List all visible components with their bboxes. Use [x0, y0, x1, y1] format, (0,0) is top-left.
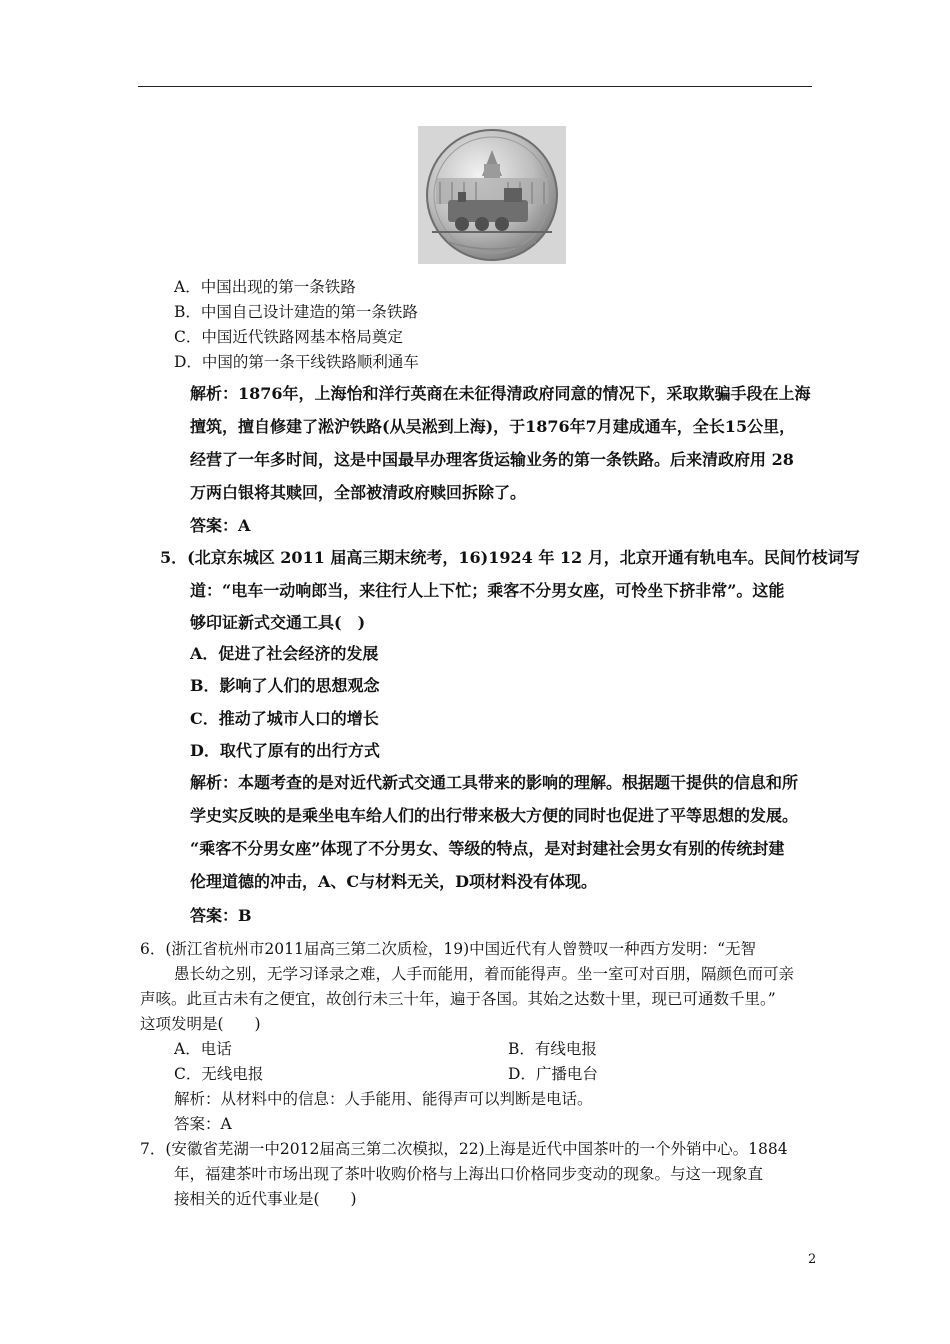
q6-stem-line: 6．(浙江省杭州市2011届高三第二次质检，19)中国近代有人曾赞叹一种西方发明：“无智: [140, 940, 757, 958]
q6-stem-line: 声咳。此亘古未有之便宜，故创行未三十年，遍于各国。其始之达数十里，现已可通数千里。”: [140, 990, 776, 1008]
q5-option-a: A．促进了社会经济的发展: [190, 644, 379, 663]
railway-medal-image: [418, 126, 566, 264]
q6-stem-line: 愚长幼之别，无学习译录之难，人手而能用，着而能得声。坐一室可对百朋，隔颜色而可亲: [174, 965, 795, 983]
q5-analysis-line: 伦理道德的冲击，A、C与材料无关，D项材料没有体现。: [190, 872, 598, 891]
q5-answer: 答案：B: [190, 906, 252, 925]
q6-option-b: B．有线电报: [508, 1040, 597, 1058]
q5-option-b: B．影响了人们的思想观念: [190, 676, 380, 695]
q7-stem-line: 7．(安徽省芜湖一中2012届高三第二次模拟，22)上海是近代中国茶叶的一个外销中心。1884: [140, 1140, 788, 1158]
q4-option-b: B．中国自己设计建造的第一条铁路: [174, 303, 418, 321]
q6-option-c: C．无线电报: [174, 1065, 264, 1083]
q6-option-d: D．广播电台: [508, 1065, 598, 1083]
q4-analysis-line: 解析：1876年，上海怡和洋行英商在未征得清政府同意的情况下，采取欺骗手段在上海: [190, 384, 811, 403]
q6-option-a: A．电话: [174, 1040, 232, 1058]
q5-stem-line: 道：“电车一动响郎当，来往行人上下忙；乘客不分男女座，可怜坐下挤非常”。这能: [190, 581, 785, 600]
header-rule: [138, 86, 812, 87]
q7-stem-line: 年，福建茶叶市场出现了茶叶收购价格与上海出口价格同步变动的现象。与这一现象直: [174, 1165, 764, 1183]
q5-analysis-line: “乘客不分男女座”体现了不分男女、等级的特点，是对封建社会男女有别的传统封建: [190, 839, 785, 858]
q6-analysis: 解析：从材料中的信息：人手能用、能得声可以判断是电话。: [174, 1090, 593, 1108]
q4-analysis-line: 经营了一年多时间，这是中国最早办理客货运输业务的第一条铁路。后来清政府用 28: [190, 450, 794, 469]
q4-answer: 答案：A: [190, 516, 251, 535]
q5-option-c: C．推动了城市人口的增长: [190, 709, 379, 728]
page-number: 2: [808, 1252, 817, 1267]
q5-option-d: D．取代了原有的出行方式: [190, 741, 380, 760]
q4-option-a: A．中国出现的第一条铁路: [174, 278, 356, 296]
q5-analysis-line: 学史实反映的是乘坐电车给人们的出行带来极大方便的同时也促进了平等思想的发展。: [190, 806, 799, 825]
q6-stem-line: 这项发明是( ): [140, 1015, 261, 1033]
q4-analysis-line: 擅筑，擅自修建了淞沪铁路(从吴淞到上海)，于1876年7月建成通车，全长15公里，: [190, 417, 796, 436]
q7-stem-line: 接相关的近代事业是( ): [174, 1190, 357, 1208]
q4-analysis-line: 万两白银将其赎回，全部被清政府赎回拆除了。: [190, 483, 527, 502]
q6-answer: 答案：A: [174, 1115, 232, 1133]
q5-stem-line: 够印证新式交通工具( ): [190, 613, 366, 632]
medal-photo: [418, 126, 566, 264]
q4-option-d: D．中国的第一条干线铁路顺利通车: [174, 353, 419, 371]
q4-option-c: C．中国近代铁路网基本格局奠定: [174, 328, 403, 346]
q5-analysis-line: 解析：本题考查的是对近代新式交通工具带来的影响的理解。根据题干提供的信息和所: [190, 773, 799, 792]
q5-stem-line: 5．(北京东城区 2011 届高三期末统考，16)1924 年 12 月，北京开通有轨电车。民间竹枝词写: [160, 548, 860, 567]
